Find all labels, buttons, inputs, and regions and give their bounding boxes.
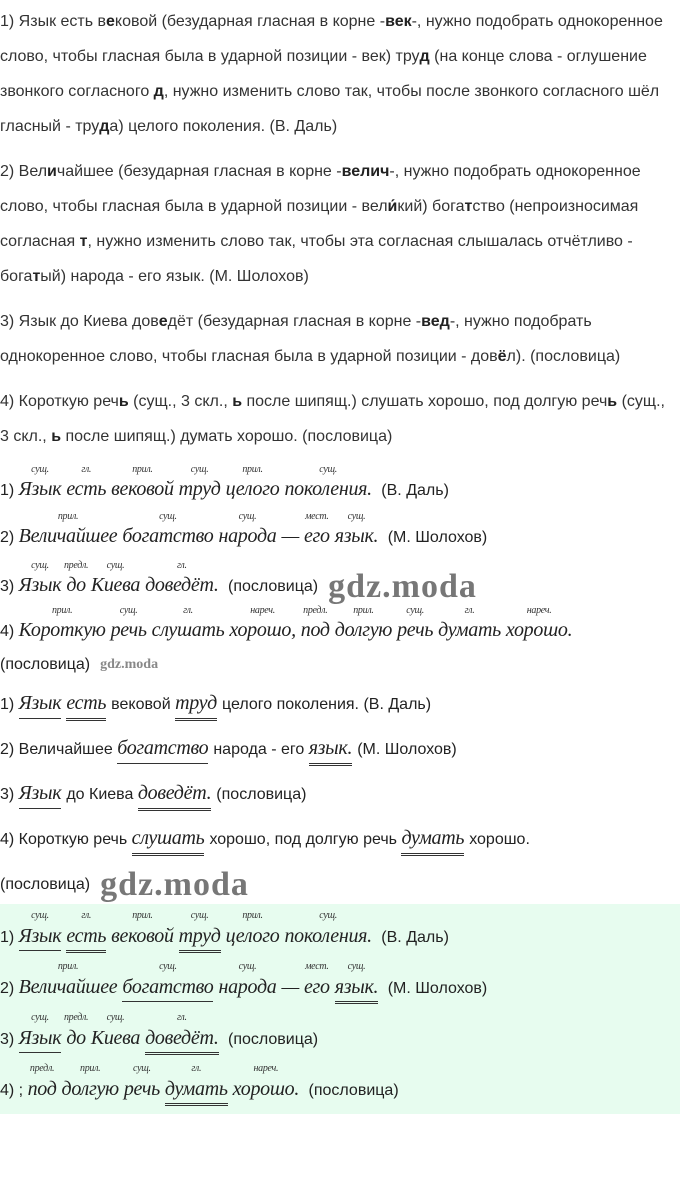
analyzed-word (281, 973, 298, 1001)
bold-letter: ь (51, 428, 62, 445)
bold-letter: ь (118, 393, 129, 410)
explanation-paragraph (0, 384, 672, 454)
text-segment: а) целого поколения. (В. Даль) (109, 118, 338, 135)
part-of-speech-label: прил. (242, 464, 263, 475)
subject-word (122, 961, 214, 1002)
part-of-speech-label: прил. (57, 511, 79, 522)
predicate-word (164, 1063, 228, 1106)
word-text: есть (66, 925, 107, 947)
watermark: gdz.moda (328, 568, 477, 605)
bold-letter: ь (232, 393, 243, 410)
part-of-speech-label: сущ. (238, 961, 257, 972)
analysis-line (0, 1012, 680, 1063)
word-text: хорошо. (505, 619, 573, 641)
text-segment: хорошо, под долгую речь (209, 831, 402, 848)
word-text: Язык (18, 478, 62, 500)
part-of-speech-label: мест. (305, 511, 329, 522)
word-text: хорошо. (232, 1078, 300, 1100)
word-text: Киева (90, 574, 141, 597)
text-segment: 1) (0, 929, 19, 946)
word-text: поколения. (284, 478, 372, 500)
text-segment: 1) (0, 696, 19, 713)
bold-letter: т (79, 233, 88, 250)
part-of-speech-label: гл. (191, 1063, 202, 1074)
analysis-line (0, 778, 680, 823)
word-text: богатство (122, 976, 214, 998)
word-text: до (66, 1027, 86, 1049)
analyzed-word (63, 560, 89, 598)
word-text: целого (225, 925, 280, 947)
predicate-word (138, 778, 211, 811)
text-segment: -, нужно подобрать однокоренное слово, чтобы гласная была в ударной позиции - вел (0, 163, 641, 215)
predicate-word (66, 910, 107, 953)
analysis-line (0, 688, 680, 733)
word-text: речь (397, 619, 434, 641)
text-segment: л). (пословица) (506, 348, 621, 365)
text-segment: чайшее (безударная гласная в корне - (56, 163, 342, 180)
part-of-speech-label: гл. (81, 464, 92, 475)
text-segment: вековой (111, 696, 176, 713)
analysis-line (0, 1063, 680, 1114)
text-segment: 2) Величайшее (0, 741, 118, 758)
text-segment: 4) Короткую реч (0, 393, 119, 410)
bold-letter: д (153, 83, 164, 100)
text-segment: 3) (0, 786, 19, 803)
word-text: богатство (117, 737, 209, 759)
text-segment: после шипящ.) думать хорошо. (пословица) (61, 428, 393, 445)
explanation-paragraph (0, 304, 672, 374)
analyzed-word (145, 560, 219, 598)
part-of-speech-label: прил. (132, 910, 153, 921)
bold-letter: е (106, 13, 115, 30)
word-text: думать (438, 619, 501, 641)
part-of-speech-label: прил. (57, 961, 79, 972)
predicate-word (66, 688, 106, 721)
word-text: поколения. (284, 925, 372, 947)
analyzed-word (218, 511, 277, 549)
part-of-speech-label: предл. (29, 1063, 55, 1074)
word-text: Язык (18, 692, 62, 714)
text-segment: (сущ., 3 скл., (0, 393, 665, 445)
word-text: думать (164, 1078, 228, 1100)
part-of-speech-label: нареч. (526, 605, 552, 616)
text-segment: (В. Даль) (376, 482, 449, 499)
text-segment: 4) Короткую речь (0, 831, 132, 848)
text-segment: дёт (безударная гласная в корне - (167, 313, 422, 330)
word-text: богатство (122, 525, 214, 547)
analysis-line (0, 823, 680, 868)
text-segment: 2) (0, 980, 19, 997)
text-segment: 4) (0, 623, 19, 640)
analysis-line (0, 868, 680, 904)
text-segment: 4) ; (0, 1082, 28, 1099)
analyzed-word (334, 511, 379, 549)
bold-letter: т (32, 268, 41, 285)
word-text: Величайшее (18, 525, 118, 547)
bold-letter: и (47, 163, 57, 180)
analyzed-word (218, 961, 277, 1001)
word-text: Язык (18, 574, 62, 597)
part-of-speech-label: прил. (132, 464, 153, 475)
analyzed-word (18, 605, 106, 643)
bold-letter: век (385, 13, 412, 30)
analyzed-word (151, 605, 225, 643)
analyzed-word (303, 511, 330, 549)
analyzed-word (505, 605, 573, 643)
part-of-speech-label: нареч. (253, 1063, 279, 1074)
text-segment: до Киева (66, 786, 138, 803)
part-of-speech-label: гл. (464, 605, 475, 616)
predicate-word (132, 823, 205, 856)
text-segment: (В. Даль) (376, 929, 449, 946)
word-text: слушать (151, 619, 225, 641)
text-segment: кий) бога (397, 198, 465, 215)
text-segment: (пословица) (304, 1082, 399, 1099)
text-segment: (на конце слова - оглушение звонкого согласного (0, 48, 647, 100)
word-text: язык. (308, 737, 353, 759)
bold-letter: ь (607, 393, 618, 410)
part-of-speech-label: сущ. (133, 1063, 151, 1074)
analyzed-word (284, 464, 372, 502)
analysis-line (0, 605, 680, 652)
analysis-line (0, 558, 680, 605)
part-of-speech-label: сущ. (159, 961, 177, 972)
analyzed-word (66, 464, 107, 502)
part-of-speech-label: сущ. (406, 605, 424, 616)
predicate-word (309, 733, 353, 766)
part-of-speech-label: сущ. (106, 560, 125, 572)
text-segment: 3) Язык до Киева дов (0, 313, 159, 330)
text-segment: , нужно изменить слово так, чтобы эта согласная слышалась отчётливо - бога (0, 233, 633, 285)
part-of-speech-label: сущ. (347, 961, 366, 972)
part-of-speech-label: сущ. (31, 910, 49, 921)
analyzed-word (18, 511, 118, 549)
word-text: труд (175, 692, 217, 714)
word-text: Язык (18, 925, 62, 947)
word-text: — (281, 525, 299, 547)
part-of-speech-label: прил. (51, 605, 73, 616)
text-segment: (пословица) (0, 876, 91, 894)
word-text: долгую (334, 619, 393, 641)
analyzed-word (229, 605, 296, 643)
word-text: его (303, 976, 330, 998)
analyzed-word (123, 1063, 160, 1103)
text-segment: 2) Вел (0, 163, 48, 180)
analyzed-word (90, 1012, 141, 1052)
part-of-speech-label: сущ. (190, 464, 209, 475)
part-of-speech-label: нареч. (250, 605, 275, 616)
word-text: речь (110, 619, 147, 641)
word-text: Язык (18, 1027, 62, 1049)
part-of-speech-label: прил. (353, 605, 374, 616)
part-of-speech-label: гл. (176, 560, 187, 572)
word-text: Киева (90, 1027, 141, 1049)
word-text: доведёт. (137, 782, 212, 804)
part-of-speech-label: гл. (183, 605, 193, 616)
word-text: хорошо, (229, 619, 296, 641)
part-of-speech-label: сущ. (106, 1012, 125, 1023)
analyzed-word (27, 1063, 57, 1103)
analysis-line (0, 910, 680, 961)
analysis-line (0, 511, 680, 558)
part-of-speech-label: гл. (81, 910, 92, 921)
word-text: под (300, 619, 330, 641)
text-segment: (пословица) (223, 578, 319, 596)
parts-of-speech-analysis (0, 464, 680, 688)
word-text: Короткую (18, 619, 106, 641)
word-text: есть (66, 692, 107, 714)
predicate-word (334, 961, 379, 1004)
text-segment: (пословица) (216, 786, 307, 803)
analysis-line (0, 733, 680, 778)
analyzed-word (225, 910, 280, 950)
analyzed-word (225, 464, 280, 502)
sentence-members-analysis (0, 688, 680, 904)
analyzed-word (438, 605, 501, 643)
text-segment: (сущ., 3 скл., (128, 393, 233, 410)
analyzed-word (18, 464, 62, 502)
bold-letter: велич (341, 163, 390, 180)
analyzed-word (63, 1012, 89, 1052)
analyzed-word (334, 605, 393, 643)
word-text: до (66, 574, 86, 597)
bold-letter: вед (421, 313, 450, 330)
text-segment: 3) (0, 578, 19, 596)
bold-letter: д (99, 118, 110, 135)
analyzed-word (232, 1063, 300, 1103)
analyzed-word (111, 464, 174, 502)
part-of-speech-label: сущ. (119, 605, 138, 616)
word-text: народа (218, 525, 277, 547)
part-of-speech-label: сущ. (31, 1012, 49, 1023)
analyzed-word (61, 1063, 119, 1103)
text-segment: ство (непроизносимая согласная (0, 198, 639, 250)
word-text: долгую (61, 1078, 119, 1100)
word-text: его (303, 525, 330, 547)
analyzed-word (110, 605, 147, 643)
analyzed-word (111, 910, 174, 950)
analysis-line (0, 464, 680, 511)
text-segment: 1) Язык есть в (0, 13, 107, 30)
word-text: язык. (334, 976, 379, 998)
analyzed-word (397, 605, 434, 643)
part-of-speech-label: прил. (242, 910, 263, 921)
word-text: есть (66, 478, 107, 500)
text-segment: 2) (0, 529, 19, 546)
text-segment: (пословица) (223, 1031, 319, 1048)
analyzed-word (303, 961, 330, 1001)
predicate-word (401, 823, 464, 856)
watermark: gdz.moda (100, 866, 249, 903)
analyzed-word (300, 605, 330, 643)
word-text: целого (225, 478, 280, 500)
text-segment: 1) (0, 482, 19, 499)
explanation-paragraph (0, 4, 672, 144)
word-text: Величайшее (18, 976, 118, 998)
bold-letter: д (419, 48, 430, 65)
part-of-speech-label: предл. (63, 560, 89, 572)
bold-letter: ё (497, 348, 507, 365)
word-text: доведёт. (145, 1027, 219, 1049)
part-of-speech-label: предл. (63, 1012, 89, 1023)
part-of-speech-label: сущ. (238, 511, 257, 522)
bold-letter: т (464, 198, 473, 215)
text-segment: (М. Шолохов) (357, 741, 457, 758)
part-of-speech-label: сущ. (159, 511, 177, 522)
subject-word (18, 910, 62, 951)
highlighted-answer-block (0, 904, 680, 1114)
word-text: труд (178, 925, 221, 947)
subject-word (19, 688, 62, 719)
analyzed-word (281, 523, 298, 549)
text-segment: , нужно изменить слово так, чтобы после звонкого согласного шёл гласный - тру (0, 83, 660, 135)
part-of-speech-label: мест. (305, 961, 329, 972)
text-segment: -, нужно подобрать однокоренное слово, чтобы гласная была в ударной позиции - дов (0, 313, 592, 365)
watermark: gdz.moda (100, 656, 159, 672)
part-of-speech-label: гл. (176, 1012, 187, 1023)
analyzed-word (122, 511, 214, 549)
text-segment: ый) народа - его язык. (М. Шолохов) (40, 268, 309, 285)
word-text: доведёт. (145, 574, 219, 597)
bold-letter: и́ (387, 198, 398, 215)
text-segment: (М. Шолохов) (383, 980, 488, 997)
analyzed-word (90, 560, 141, 598)
word-text: вековой (111, 478, 174, 500)
word-text: язык. (334, 525, 379, 547)
word-text: вековой (111, 925, 174, 947)
word-text: Язык (18, 782, 62, 804)
word-text: — (281, 976, 299, 998)
predicate-word (145, 1012, 219, 1055)
explanations (0, 0, 672, 454)
subject-word (117, 733, 208, 764)
part-of-speech-label: сущ. (347, 511, 366, 522)
analyzed-word (18, 560, 62, 598)
text-segment: ковой (безударная гласная в корне - (114, 13, 386, 30)
text-segment: хорошо. (469, 831, 530, 848)
predicate-word (178, 910, 221, 953)
predicate-word (175, 688, 217, 721)
word-text: под (27, 1078, 57, 1100)
subject-word (19, 778, 62, 809)
text-segment: (пословица) (0, 656, 91, 673)
word-text: речь (123, 1078, 160, 1100)
text-segment: (М. Шолохов) (383, 529, 488, 546)
analyzed-word (178, 464, 221, 502)
part-of-speech-label: сущ. (319, 464, 337, 475)
analyzed-word (18, 961, 118, 1001)
part-of-speech-label: предл. (303, 605, 328, 616)
part-of-speech-label: сущ. (190, 910, 209, 921)
part-of-speech-label: сущ. (31, 560, 49, 572)
analysis-line (0, 652, 680, 688)
text-segment: 3) (0, 1031, 19, 1048)
part-of-speech-label: сущ. (319, 910, 337, 921)
analysis-line (0, 961, 680, 1012)
text-segment: целого поколения. (В. Даль) (222, 696, 432, 713)
word-text: слушать (131, 827, 205, 849)
part-of-speech-label: сущ. (31, 464, 49, 475)
analyzed-word (284, 910, 372, 950)
bold-letter: е (158, 313, 168, 330)
text-segment: после шипящ.) слушать хорошо, под долгую реч (242, 393, 608, 410)
word-text: думать (401, 827, 465, 849)
word-text: народа (218, 976, 277, 998)
text-segment: -, нужно подобрать однокоренное слово, чтобы гласная была в ударной позиции - век) тру (0, 13, 663, 65)
text-segment: народа - его (213, 741, 309, 758)
explanation-paragraph (0, 154, 672, 294)
part-of-speech-label: прил. (80, 1063, 101, 1074)
subject-word (18, 1012, 62, 1053)
word-text: труд (178, 478, 221, 500)
